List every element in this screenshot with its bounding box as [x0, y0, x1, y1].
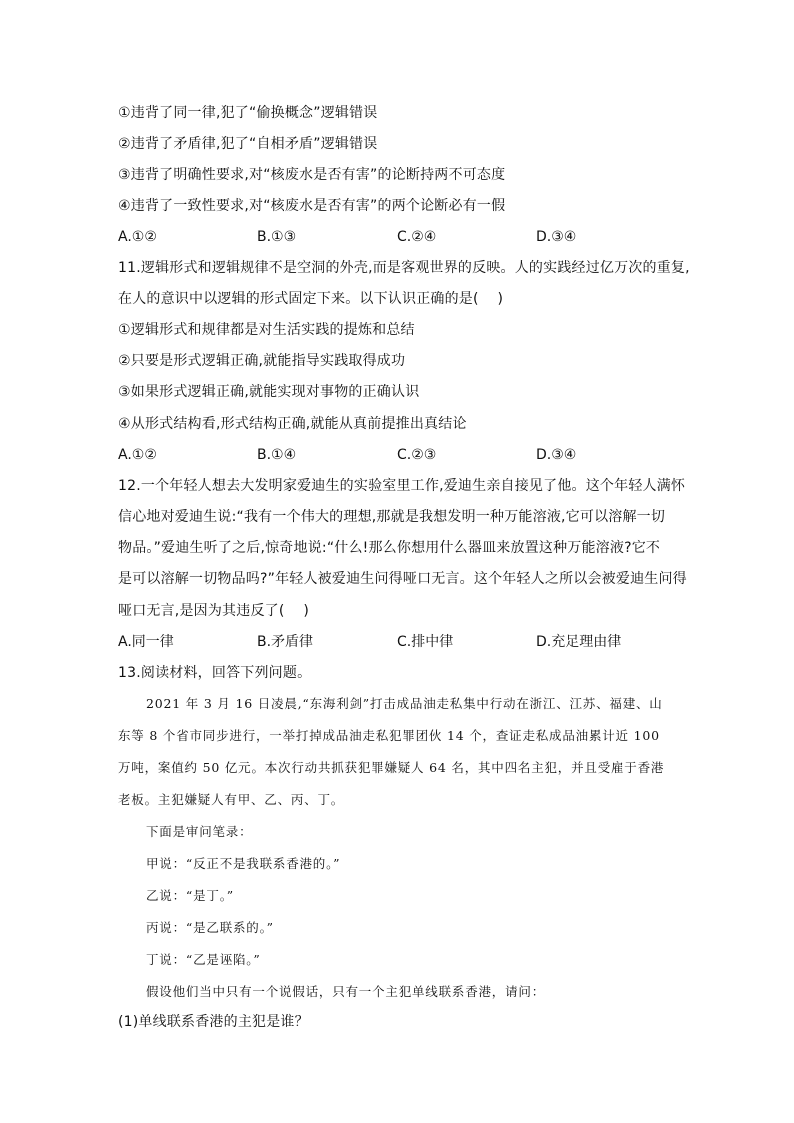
- q11-stem-line-1: 11.逻辑形式和逻辑规律不是空洞的外壳,而是客观世界的反映。人的实践经过亿万次的重复,: [118, 260, 690, 276]
- q10-item-1: ①违背了同一律,犯了“偷换概念”逻辑错误: [118, 105, 378, 121]
- q10-item-2: ②违背了矛盾律,犯了“自相矛盾”逻辑错误: [118, 136, 378, 152]
- q13-record-jia: 甲说：“反正不是我联系香港的。”: [146, 856, 341, 871]
- q11-item-2: ②只要是形式逻辑正确,就能指导实践取得成功: [118, 353, 406, 369]
- q12-option-d: D.充足理由律: [536, 634, 622, 650]
- q10-option-c: C.②④: [397, 229, 437, 245]
- q13-stem: 13.阅读材料，回答下列问题。: [118, 665, 312, 681]
- q12-option-a: A.同一律: [118, 634, 174, 650]
- q10-option-b: B.①③: [257, 229, 297, 245]
- q11-option-a: A.①②: [118, 447, 157, 463]
- q10-item-3: ③违背了明确性要求,对“核废水是否有害”的论断持两不可态度: [118, 167, 506, 183]
- q12-option-c: C.排中律: [397, 634, 454, 650]
- q12-stem-line-3: 物品。”爱迪生听了之后,惊奇地说:“什么!那么你想用什么器皿来放置这种万能溶液?它不: [118, 540, 661, 556]
- q13-material-line-1: 2021 年 3 月 16 日凌晨,“东海利剑”打击成品油走私集中行动在浙江、江苏、福建、山: [146, 696, 663, 711]
- q13-sub-question-1: (1)单线联系香港的主犯是谁？: [118, 1014, 309, 1030]
- q13-record-bing: 丙说：“是乙联系的。”: [146, 920, 274, 935]
- q11-item-1: ①逻辑形式和规律都是对生活实践的提炼和总结: [118, 322, 415, 338]
- q11-option-c: C.②③: [397, 447, 437, 463]
- q13-material-line-4: 老板。主犯嫌疑人有甲、乙、丙、丁。: [118, 792, 345, 807]
- q11-option-b: B.①④: [257, 447, 297, 463]
- q11-item-3: ③如果形式逻辑正确,就能实现对事物的正确认识: [118, 384, 420, 400]
- q12-option-b: B.矛盾律: [257, 634, 314, 650]
- q10-option-a: A.①②: [118, 229, 157, 245]
- q13-material-line-3: 万吨，案值约 50 亿元。本次行动共抓获犯罪嫌疑人 64 名，其中四名主犯，并且受雇于香港: [118, 760, 665, 775]
- q12-stem-line-1: 12.一个年轻人想去大发明家爱迪生的实验室里工作,爱迪生亲自接见了他。这个年轻人满怀: [118, 478, 686, 494]
- q12-stem-line-5: 哑口无言,是因为其违反了( ): [118, 603, 310, 619]
- q11-stem-line-2: 在人的意识中以逻辑的形式固定下来。以下认识正确的是( ): [118, 291, 504, 307]
- q12-stem-line-4: 是可以溶解一切物品吗?”年轻人被爱迪生问得哑口无言。这个年轻人之所以会被爱迪生问得: [118, 571, 687, 587]
- q13-material-line-2: 东等 8 个省市同步进行，一举打掉成品油走私犯罪团伙 14 个，查证走私成品油累计近 100: [118, 728, 660, 743]
- q13-record-ding: 丁说：“乙是诬陷。”: [146, 952, 261, 967]
- q11-option-d: D.③④: [536, 447, 577, 463]
- q11-item-4: ④从形式结构看,形式结构正确,就能从真前提推出真结论: [118, 416, 467, 432]
- q13-assumption: 假设他们当中只有一个说假话，只有一个主犯单线联系香港，请问：: [146, 984, 546, 999]
- q13-record-yi: 乙说：“是丁。”: [146, 888, 234, 903]
- q13-record-title: 下面是审问笔录：: [146, 824, 253, 839]
- q10-option-d: D.③④: [536, 229, 577, 245]
- q12-stem-line-2: 信心地对爱迪生说:“我有一个伟大的理想,那就是我想发明一种万能溶液,它可以溶解一切: [118, 509, 666, 525]
- q10-item-4: ④违背了一致性要求,对“核废水是否有害”的两个论断必有一假: [118, 198, 506, 214]
